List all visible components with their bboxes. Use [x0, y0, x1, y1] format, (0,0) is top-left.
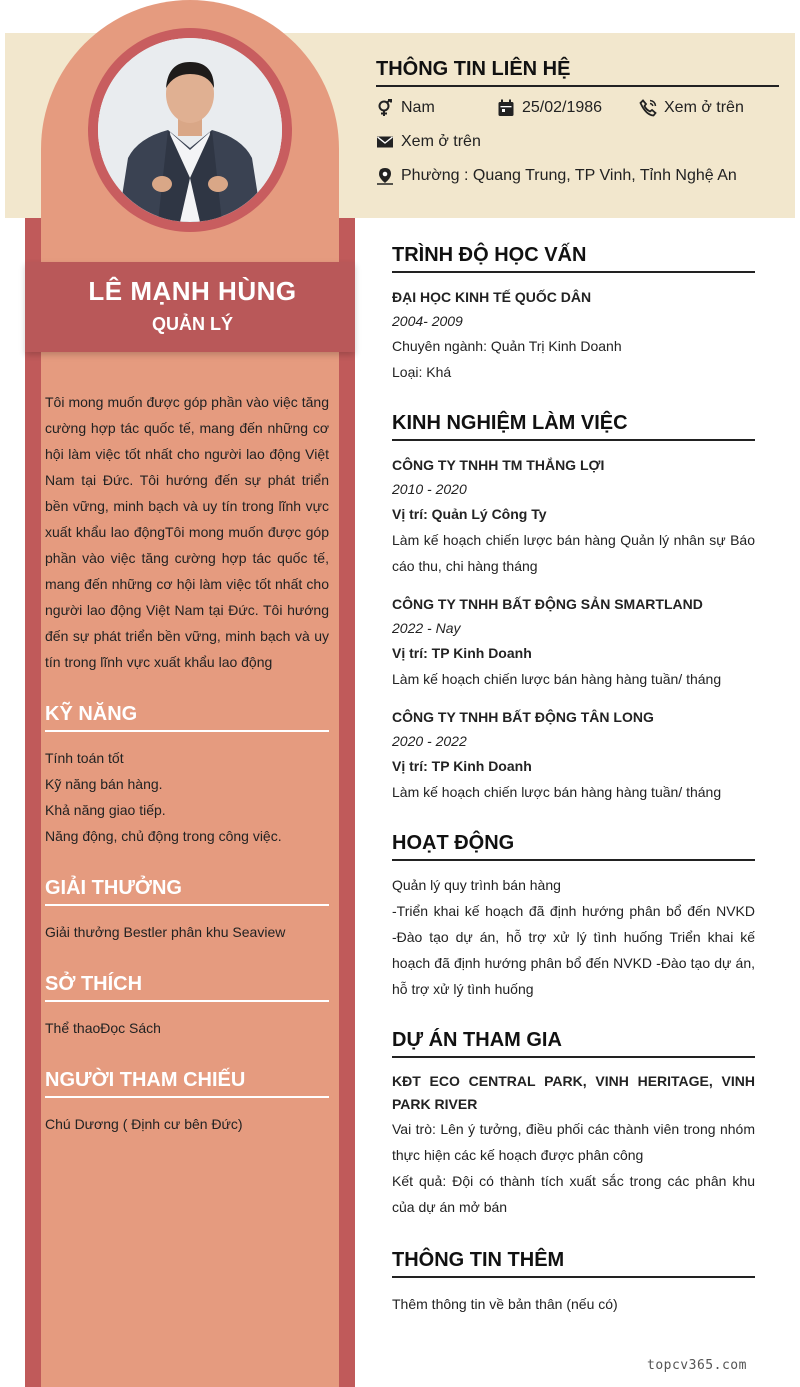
gender-item: [376, 99, 435, 117]
email-value: Xem ở trên: [401, 133, 481, 150]
project-role: Vai trò: Lên ý tưởng, điều phối các thành viên trong nhóm thực hiện các kế hoạch được phân công: [392, 1121, 755, 1163]
job-description: Làm kế hoạch chiến lược bán hàng Quản lý nhân sự Báo cáo thu, chi hàng tháng: [392, 532, 755, 574]
contact-heading: THÔNG TIN LIÊN HỆ: [376, 58, 779, 87]
education-heading: TRÌNH ĐỘ HỌC VẤN: [392, 244, 755, 273]
job-position: Vị trí: TP Kinh Doanh: [392, 645, 532, 661]
avatar: [98, 38, 282, 222]
job-time: 2010 - 2020: [392, 481, 467, 497]
gender-value: Nam: [401, 99, 435, 116]
phone-icon: [639, 99, 657, 117]
references-heading: NGƯỜI THAM CHIẾU: [45, 1069, 329, 1098]
job-description: Làm kế hoạch chiến lược bán hàng hàng tuần/ tháng: [392, 784, 722, 800]
email-item: [376, 133, 481, 151]
location-pin-icon: [376, 167, 394, 185]
activities-heading: HOẠT ĐỘNG: [392, 832, 755, 861]
extra-text: Thêm thông tin về bản thân (nếu có): [392, 1296, 618, 1312]
activities-block: [392, 872, 755, 1002]
skills-heading: KỸ NĂNG: [45, 703, 329, 732]
education-grade: Loại: Khá: [392, 364, 452, 380]
list-item: Giải thưởng Bestler phân khu Seaview: [45, 924, 286, 940]
gender-icon: [376, 99, 394, 117]
activity-line: Quản lý quy trình bán hàng: [392, 877, 561, 893]
job-position: Vị trí: TP Kinh Doanh: [392, 758, 532, 774]
list-item: Chú Dương ( Định cư bên Đức): [45, 1116, 243, 1132]
job-position: Vị trí: Quản Lý Công Ty: [392, 506, 547, 522]
experience-heading: KINH NGHIỆM LÀM VIỆC: [392, 412, 755, 441]
project-name: KĐT ECO CENTRAL PARK, VINH HERITAGE, VINH PARK RIVER: [392, 1073, 755, 1112]
envelope-icon: [376, 133, 394, 151]
experience-item: [392, 453, 755, 579]
skills-list: [45, 745, 329, 849]
company-name: CÔNG TY TNHH TM THẮNG LỢI: [392, 457, 605, 473]
project-result: Kết quả: Đội có thành tích xuất sắc trong các phân khu của dự án mở bán: [392, 1173, 755, 1215]
company-name: CÔNG TY TNHH BẤT ĐỘNG TÂN LONG: [392, 709, 654, 725]
list-item: Thể thaoĐọc Sách: [45, 1020, 161, 1036]
phone-value: Xem ở trên: [664, 99, 744, 116]
activity-line: -Triển khai kế hoạch đã định hướng phân bổ đến NVKD -Đào tạo dự án, hỗ trợ xử lý tình huống Triển khai kế hoạch đã định hướng phân bổ đến NVKD -Đào tạo dự án, hỗ trợ xử lý tình huống: [392, 903, 755, 997]
candidate-name: LÊ MẠNH HÙNG: [88, 276, 297, 306]
phone-item: [639, 99, 744, 117]
list-item: Kỹ năng bán hàng.: [45, 776, 163, 792]
career-objective: Tôi mong muốn được góp phần vào việc tăng cường hợp tác quốc tế, mang đến những cơ hội làm việc tốt nhất cho người lao động Việt Nam tại Đức. Tôi hướng đến sự phát triển bền vững, minh bạch và uy tín trong lĩnh vực xuất khẩu lao độngTôi mong muốn được góp phần vào việc tăng cường hợp tác quốc tế, mang đến những cơ hội làm việc tốt nhất cho người lao động Việt Nam tại Đức. Tôi hướng đến sự phát triển bền vững, minh bạch và uy tín trong lĩnh vực xuất khẩu lao động: [45, 394, 329, 670]
address-value: Phường : Quang Trung, TP Vinh, Tỉnh Nghệ An: [401, 167, 737, 184]
education-block: [392, 285, 755, 385]
extra-heading: THÔNG TIN THÊM: [392, 1249, 755, 1278]
education-major: Chuyên ngành: Quản Trị Kinh Doanh: [392, 338, 622, 354]
references-list: [45, 1111, 329, 1137]
awards-heading: GIẢI THƯỞNG: [45, 877, 329, 906]
hobbies-list: [45, 1015, 329, 1041]
watermark: topcv365.com: [647, 1358, 747, 1373]
awards-list: [45, 919, 329, 945]
list-item: Tính toán tốt: [45, 750, 124, 766]
hobbies-heading: SỞ THÍCH: [45, 973, 329, 1002]
project-block: [392, 1070, 755, 1220]
education-time: 2004- 2009: [392, 313, 463, 329]
address-item: [376, 167, 737, 185]
list-item: Khả năng giao tiếp.: [45, 802, 166, 818]
company-name: CÔNG TY TNHH BẤT ĐỘNG SẢN SMARTLAND: [392, 596, 703, 612]
candidate-role: QUẢN LÝ: [152, 314, 233, 334]
experience-item: [392, 592, 755, 692]
job-time: 2022 - Nay: [392, 620, 461, 636]
calendar-icon: [497, 99, 515, 117]
list-item: Năng động, chủ động trong công việc.: [45, 828, 282, 844]
job-description: Làm kế hoạch chiến lược bán hàng hàng tuần/ tháng: [392, 671, 722, 687]
experience-item: [392, 705, 755, 805]
dob-value: 25/02/1986: [522, 99, 603, 116]
job-time: 2020 - 2022: [392, 733, 467, 749]
dob-item: [497, 99, 602, 117]
projects-heading: DỰ ÁN THAM GIA: [392, 1029, 755, 1058]
school-name: ĐẠI HỌC KINH TẾ QUỐC DÂN: [392, 289, 592, 305]
